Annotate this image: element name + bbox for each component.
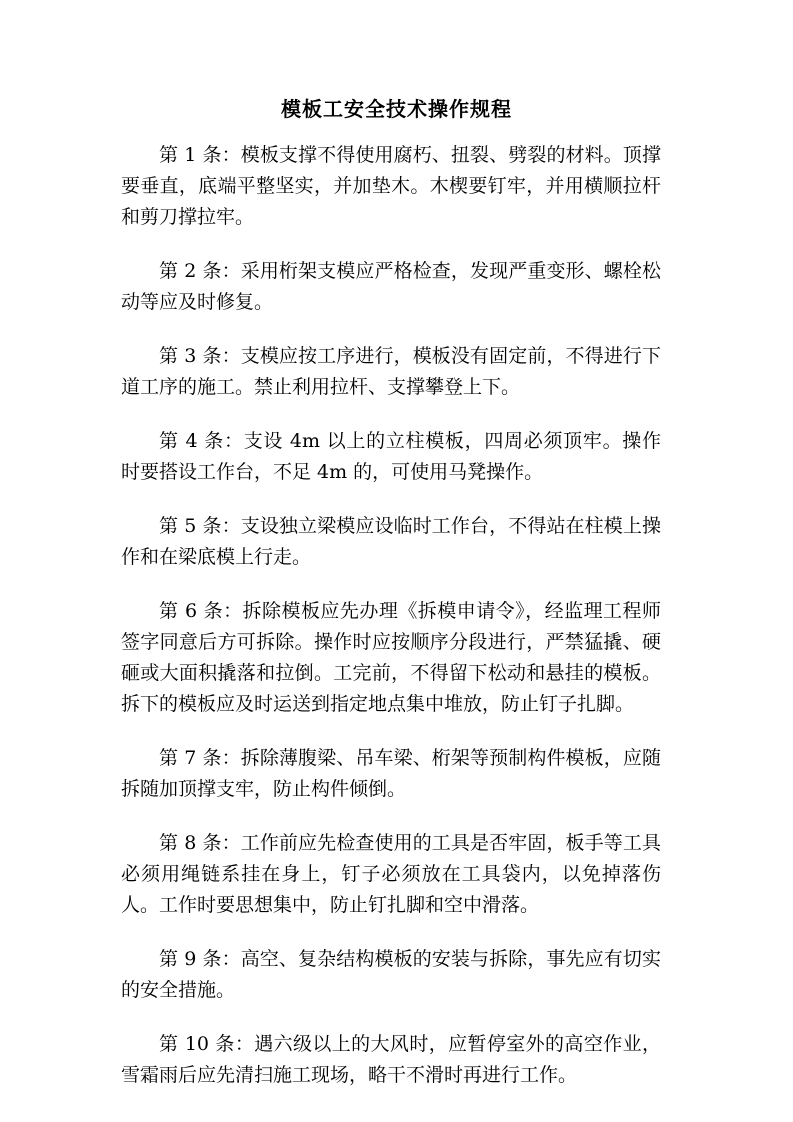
- article-7: 第 7 条：拆除薄腹梁、吊车梁、桁架等预制构件模板，应随拆随加顶撑支牢，防止构件倾倒。: [121, 747, 661, 800]
- article-3: 第 3 条：支模应按工序进行，模板没有固定前，不得进行下道工序的施工。禁止利用拉杆、支撑攀登上下。: [121, 345, 661, 398]
- article-4: 第 4 条：支设 4m 以上的立柱模板，四周必须顶牢。操作时要搭设工作台，不足 4m 的，可使用马凳操作。: [121, 430, 661, 483]
- article-5: 第 5 条：支设独立梁模应设临时工作台，不得站在柱模上操作和在梁底模上行走。: [121, 515, 661, 568]
- article-9: 第 9 条：高空、复杂结构模板的安装与拆除，事先应有切实的安全措施。: [121, 948, 661, 1001]
- document-body: [121, 140, 661, 1114]
- article-6: 第 6 条：拆除模板应先办理《拆模申请令》，经监理工程师签字同意后方可拆除。操作时应按顺序分段进行，严禁猛撬、硬砸或大面积撬落和拉倒。工完前，不得留下松动和悬挂的模板。拆下的模板应及时运送到指定地点集中堆放，防止钉子扎脚。: [121, 600, 661, 715]
- document-title: 模板工安全技术操作规程: [281, 97, 512, 121]
- article-1: 第 1 条：模板支撑不得使用腐朽、扭裂、劈裂的材料。顶撑要垂直，底端平整坚实，并加垫木。木楔要钉牢，并用横顺拉杆和剪刀撑拉牢。: [121, 144, 661, 228]
- article-10: 第 10 条：遇六级以上的大风时，应暂停室外的高空作业，雪霜雨后应先清扫施工现场，略干不滑时再进行工作。: [121, 1033, 661, 1086]
- article-8: 第 8 条：工作前应先检查使用的工具是否牢固，板手等工具必须用绳链系挂在身上，钉子必须放在工具袋内，以免掉落伤人。工作时要思想集中，防止钉扎脚和空中滑落。: [121, 832, 661, 916]
- article-2: 第 2 条：采用桁架支模应严格检查，发现严重变形、螺栓松动等应及时修复。: [121, 260, 661, 313]
